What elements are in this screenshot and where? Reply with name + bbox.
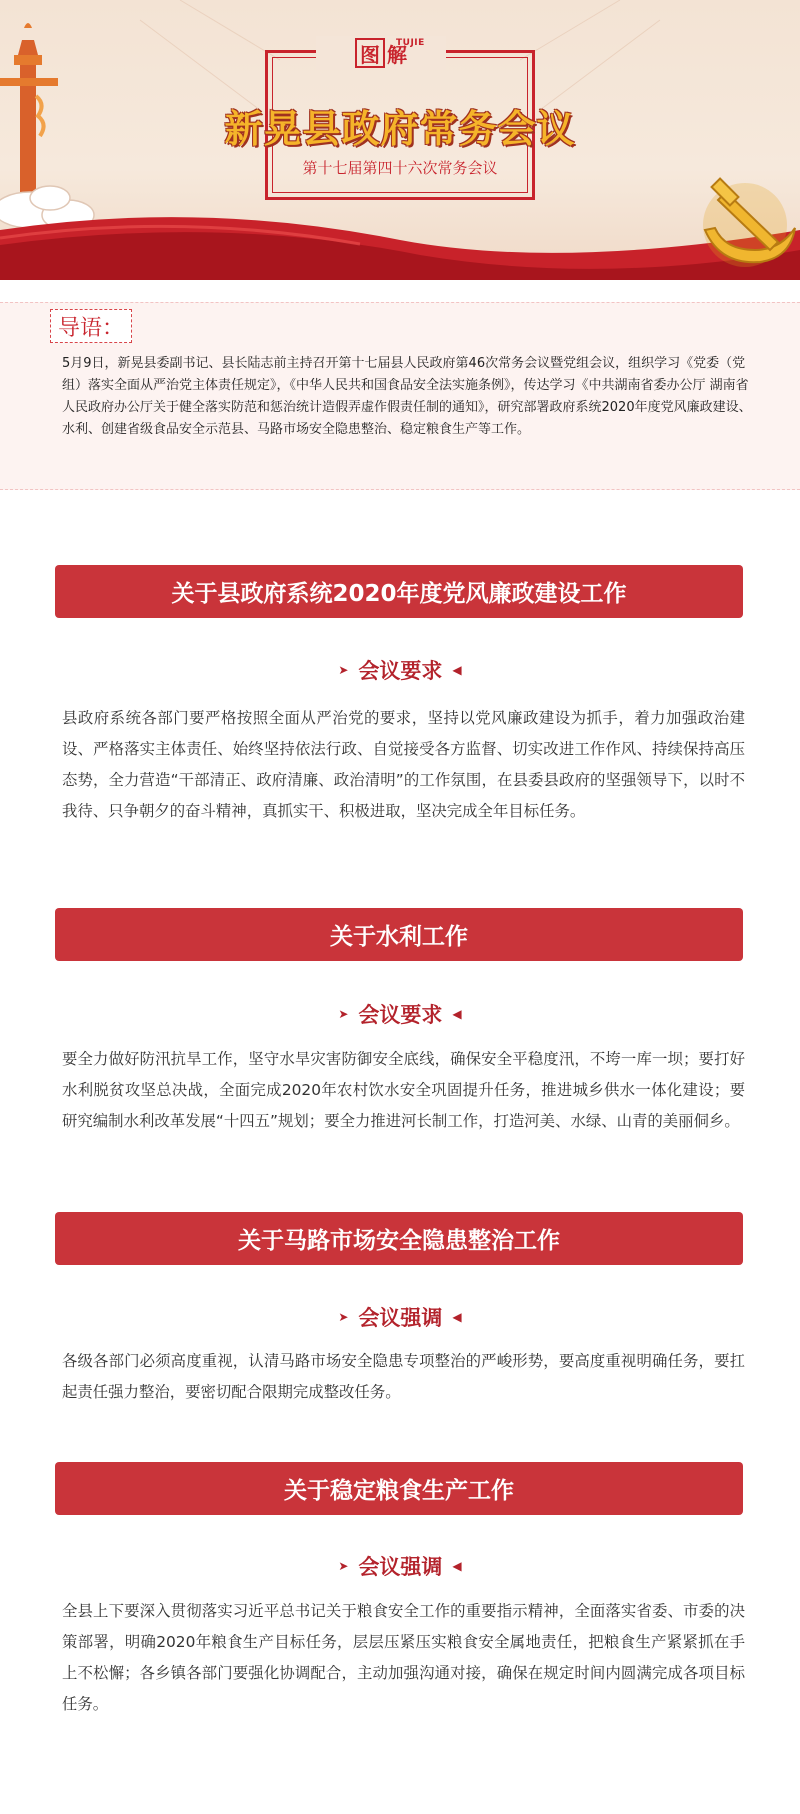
party-emblem-icon bbox=[703, 179, 795, 267]
section-subheading bbox=[0, 999, 800, 1029]
subheading-label: 会议要求 bbox=[358, 659, 443, 683]
arrow-right-icon: ➤ bbox=[338, 663, 349, 677]
section-subheading bbox=[0, 655, 800, 685]
section-subheading bbox=[0, 1302, 800, 1332]
intro-label: 导语： bbox=[50, 309, 132, 343]
section-subheading bbox=[0, 1551, 800, 1581]
tujie-logo bbox=[316, 36, 446, 70]
arrow-left-icon: ◀ bbox=[452, 1007, 462, 1021]
arrow-left-icon: ◀ bbox=[452, 1310, 462, 1324]
section-body-grain-production: 全县上下要深入贯彻落实习近平总书记关于粮食安全工作的重要指示精神，全面落实省委、市委的决策部署，明确2020年粮食生产目标任务，层层压紧压实粮食安全属地责任，把粮食生产紧紧抓在手上不松懈；各乡镇各部门要强化协调配合，主动加强沟通对接，确保在规定时间内圆满完成各项目标任务。 bbox=[62, 1602, 745, 1713]
section-title-road-market: 关于马路市场安全隐患整治工作 bbox=[55, 1212, 743, 1265]
page-title: 新晃县政府常务会议 bbox=[224, 106, 576, 151]
section-title-water-conservancy: 关于水利工作 bbox=[55, 908, 743, 961]
arrow-right-icon: ➤ bbox=[338, 1559, 349, 1573]
arrow-left-icon: ◀ bbox=[452, 1559, 462, 1573]
logo-text: 解 bbox=[387, 42, 407, 67]
intro-text: 5月9日，新晃县委副书记、县长陆志前主持召开第十七届县人民政府第46次常务会议暨党组会议，组织学习《党委（党组）落实全面从严治党主体责任规定》，《中华人民共和国食品安全法实施条例》，传达学习《中共湖南省委办公厅 湖南省人民政府办公厅关于健全落实防范和惩治统计造假弄虚作假责任制的通知》，研究部署政府系统2020年度党风廉政建设、水利、创建省级食品安全示范县、马路市场安全隐患整治、稳定粮食生产等工作。 bbox=[62, 356, 752, 437]
arrow-right-icon: ➤ bbox=[338, 1310, 349, 1324]
section-body-water-conservancy: 要全力做好防汛抗旱工作，坚守水旱灾害防御安全底线，确保安全平稳度汛，不垮一库一坝；要打好水利脱贫攻坚总决战，全面完成2020年农村饮水安全巩固提升任务，推进城乡供水一体化建设；要研究编制水利改革发展“十四五”规划；要全力推进河长制工作，打造河美、水绿、山青的美丽侗乡。 bbox=[62, 1050, 745, 1130]
subheading-label: 会议要求 bbox=[358, 1003, 443, 1027]
logo-en: TUJIE bbox=[396, 38, 425, 48]
arrow-right-icon: ➤ bbox=[338, 1007, 349, 1021]
arrow-left-icon: ◀ bbox=[452, 663, 462, 677]
header-banner bbox=[0, 0, 800, 280]
section-body-road-market: 各级各部门必须高度重视，认清马路市场安全隐患专项整治的严峻形势，要高度重视明确任务，要扛起责任强力整治，要密切配合限期完成整改任务。 bbox=[62, 1352, 745, 1401]
logo-mark: 图 bbox=[355, 38, 385, 68]
section-title-grain-production: 关于稳定粮食生产工作 bbox=[55, 1462, 743, 1515]
subheading-label: 会议强调 bbox=[358, 1306, 443, 1330]
section-body-party-conduct: 县政府系统各部门要严格按照全面从严治党的要求，坚持以党风廉政建设为抓手，着力加强政治建设、严格落实主体责任、始终坚持依法行政、自觉接受各方监督、切实改进工作作风、持续保持高压态势，全力营造“干部清正、政府清廉、政治清明”的工作氛围，在县委县政府的坚强领导下，以时不我待、只争朝夕的奋斗精神，真抓实干、积极进取，坚决完成全年目标任务。 bbox=[62, 709, 745, 820]
subheading-label: 会议强调 bbox=[358, 1555, 443, 1579]
page-subtitle: 第十七届第四十六次常务会议 bbox=[302, 159, 498, 177]
section-title-party-conduct: 关于县政府系统2020年度党风廉政建设工作 bbox=[55, 565, 743, 618]
intro-box bbox=[0, 302, 800, 490]
